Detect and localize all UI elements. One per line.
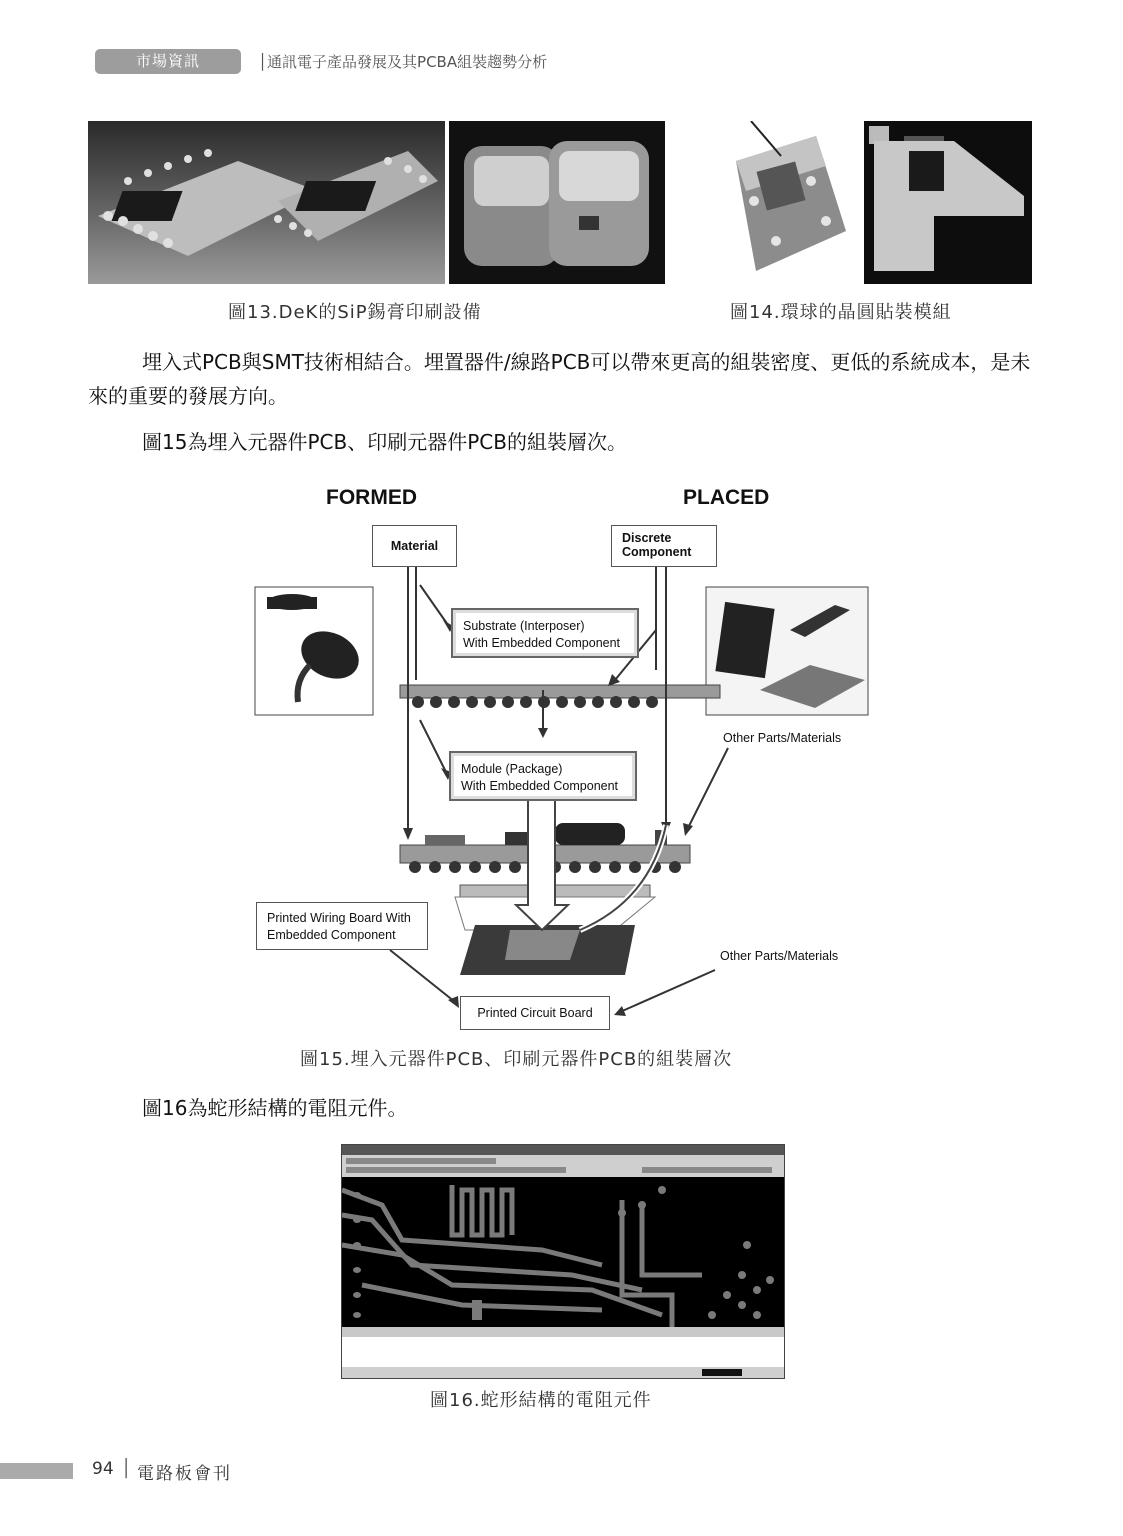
- pwb-embedded-box: [256, 902, 428, 950]
- pcb-box: Printed Circuit Board: [460, 996, 610, 1030]
- fig13-caption: 圖13.DeK的SiP錫膏印刷設備: [228, 302, 482, 323]
- discrete-line-1: Discrete: [622, 531, 672, 545]
- journal-title: 電路板會刊: [137, 1464, 232, 1484]
- fig14-photo-wafer: [716, 121, 859, 284]
- fig15-diagram: [250, 480, 880, 1040]
- fig16-pcb-screenshot: [341, 1144, 785, 1379]
- fig14-photo-module: [864, 121, 1032, 284]
- fig15-caption: 圖15.埋入元器件PCB、印刷元器件PCB的組裝層次: [300, 1049, 733, 1070]
- other-parts-label-upper: Other Parts/Materials: [723, 731, 842, 745]
- other-parts-label-lower: Other Parts/Materials: [720, 949, 839, 963]
- material-box: Material: [372, 525, 457, 567]
- pwb-line-1: Printed Wiring Board With: [267, 911, 411, 925]
- substrate-line-2: With Embedded Component: [463, 636, 621, 650]
- section-tag: 市場資訊: [95, 49, 241, 74]
- fig14-caption: 圖14.環球的晶圓貼裝模組: [730, 302, 952, 323]
- placed-heading: PLACED: [683, 486, 770, 509]
- pwb-line-2: Embedded Component: [267, 928, 396, 942]
- footer-bar: [0, 1463, 73, 1479]
- fig13-photo-printer: [449, 121, 665, 284]
- running-header: │通訊電子產品發展及其PCBA組裝趨勢分析: [258, 53, 548, 71]
- paragraph-fig16-intro: 圖16為蛇形結構的電阻元件。: [142, 1096, 408, 1120]
- page-number: 94: [92, 1459, 114, 1479]
- module-line-2: With Embedded Component: [461, 779, 619, 793]
- substrate-box: [451, 608, 639, 658]
- module-box: [449, 751, 637, 801]
- fig16-caption: 圖16.蛇形結構的電阻元件: [430, 1390, 652, 1411]
- paragraph-fig15-intro: 圖15為埋入元器件PCB、印刷元器件PCB的組裝層次。: [142, 430, 627, 454]
- paragraph-embedded-pcb: 埋入式PCB與SMT技術相結合。埋置器件/線路PCB可以帶來更高的組裝密度、更低的系統成本，是未來的重要的發展方向。: [88, 350, 1031, 408]
- fig13-photo-sip: [88, 121, 445, 284]
- substrate-line-1: Substrate (Interposer): [463, 619, 585, 633]
- formed-heading: FORMED: [326, 486, 417, 509]
- discrete-line-2: Component: [622, 545, 692, 559]
- module-line-1: Module (Package): [461, 762, 563, 776]
- discrete-component-box: [611, 525, 717, 567]
- footer-separator: │: [121, 1459, 132, 1479]
